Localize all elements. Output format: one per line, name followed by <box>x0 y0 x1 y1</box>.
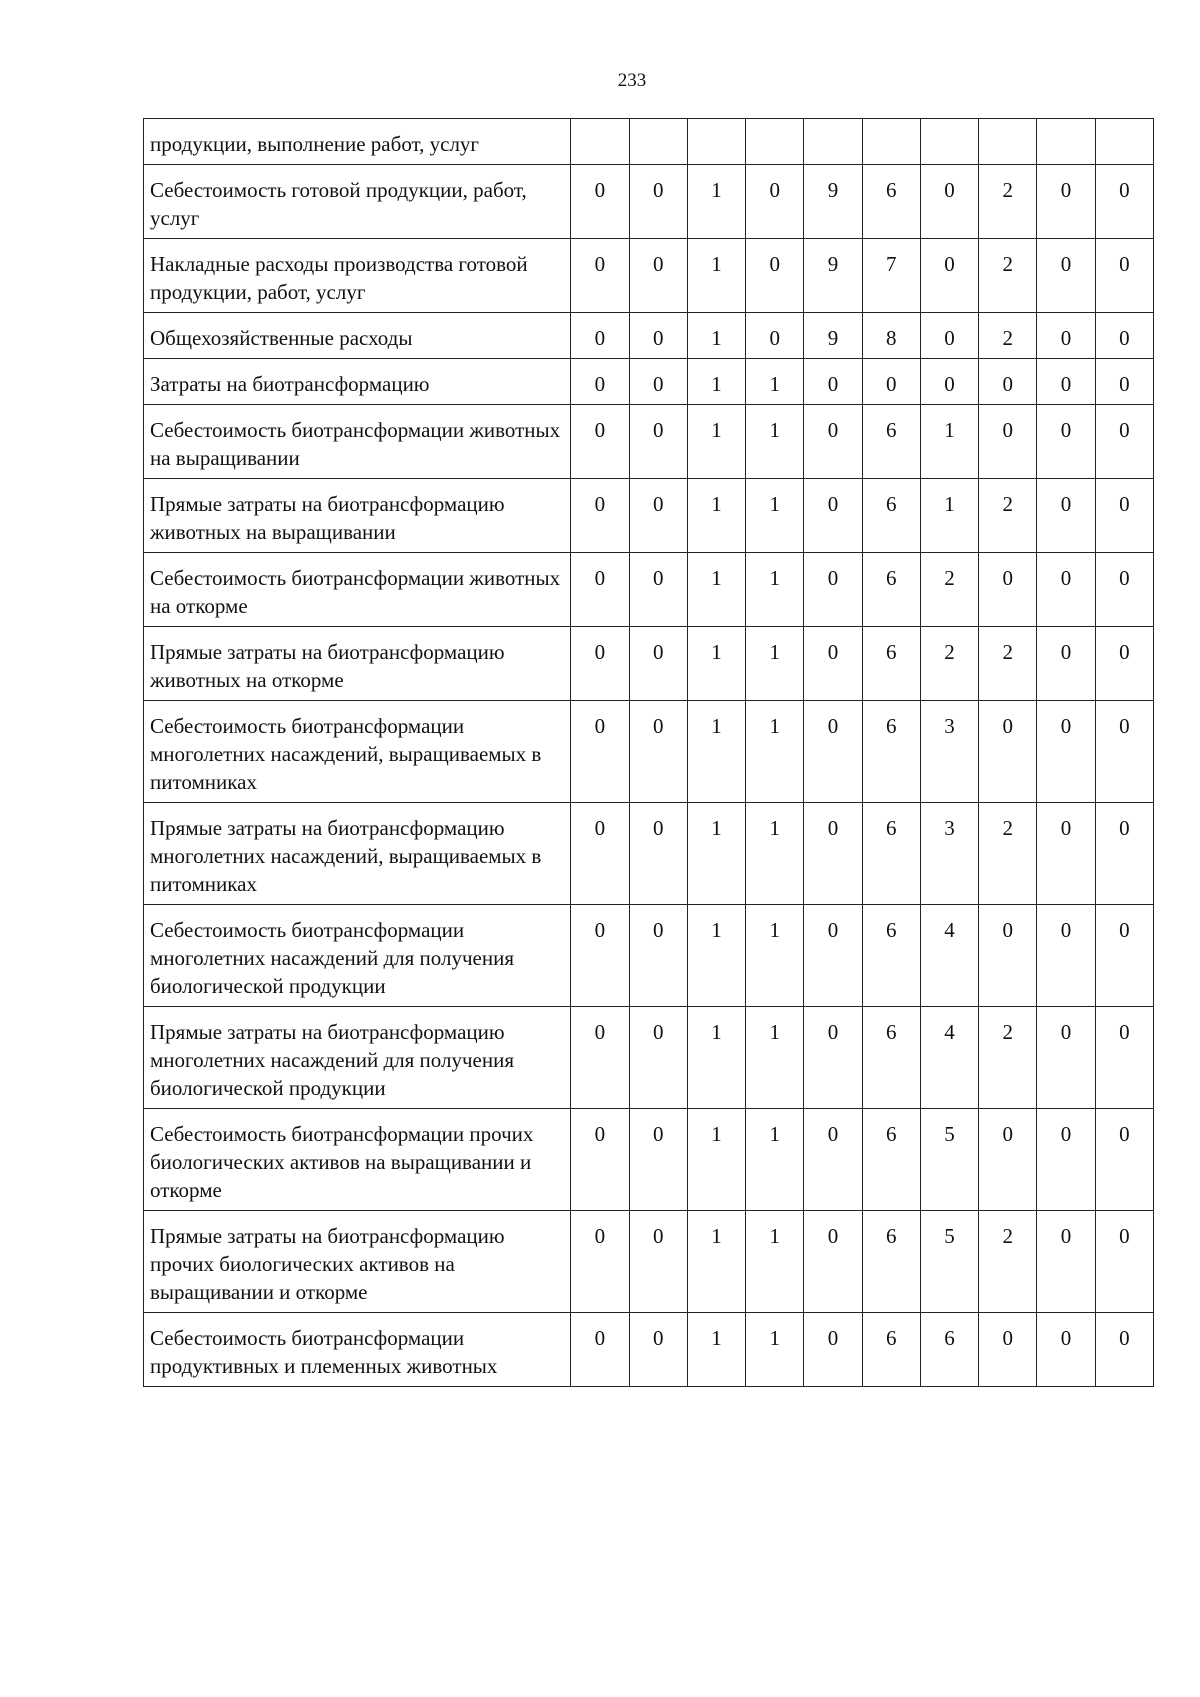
code-digit-cell: 9 <box>804 165 862 239</box>
code-digit-cell <box>571 119 629 165</box>
code-digit-cell: 0 <box>571 359 629 405</box>
code-digit-cell: 6 <box>862 1007 920 1109</box>
code-digit-cell <box>979 119 1037 165</box>
code-digit-cell: 0 <box>979 905 1037 1007</box>
code-digit-cell: 0 <box>1095 905 1153 1007</box>
code-digit-cell: 2 <box>920 627 978 701</box>
table-row <box>144 1007 1154 1109</box>
code-digit-cell <box>687 119 745 165</box>
code-digit-cell: 0 <box>571 405 629 479</box>
code-digit-cell: 0 <box>1095 803 1153 905</box>
code-digit-cell: 0 <box>979 1109 1037 1211</box>
code-digit-cell: 1 <box>746 359 804 405</box>
code-digit-cell: 1 <box>687 1007 745 1109</box>
code-digit-cell: 0 <box>920 239 978 313</box>
code-digit-cell: 6 <box>862 1109 920 1211</box>
code-digit-cell: 0 <box>920 165 978 239</box>
row-label: Прямые затраты на биотрансформацию животных на выращивании <box>144 479 571 553</box>
code-digit-cell: 0 <box>629 165 687 239</box>
code-digit-cell: 1 <box>687 553 745 627</box>
row-label: Затраты на биотрансформацию <box>144 359 571 405</box>
row-label: Себестоимость готовой продукции, работ, услуг <box>144 165 571 239</box>
code-digit-cell: 0 <box>629 405 687 479</box>
code-digit-cell <box>804 119 862 165</box>
code-digit-cell: 6 <box>862 701 920 803</box>
code-digit-cell: 1 <box>687 165 745 239</box>
code-digit-cell: 1 <box>746 905 804 1007</box>
code-digit-cell: 3 <box>920 701 978 803</box>
code-digit-cell: 0 <box>1037 239 1095 313</box>
code-digit-cell: 2 <box>979 239 1037 313</box>
code-digit-cell: 0 <box>1037 479 1095 553</box>
code-digit-cell: 0 <box>629 1109 687 1211</box>
code-digit-cell: 8 <box>862 313 920 359</box>
code-digit-cell: 1 <box>687 313 745 359</box>
code-digit-cell: 6 <box>920 1313 978 1387</box>
code-digit-cell: 0 <box>1095 165 1153 239</box>
code-digit-cell: 0 <box>804 479 862 553</box>
table-row <box>144 905 1154 1007</box>
table-row <box>144 119 1154 165</box>
code-digit-cell: 6 <box>862 803 920 905</box>
row-label: Себестоимость биотрансформации многолетних насаждений для получения биологической продукции <box>144 905 571 1007</box>
code-digit-cell: 0 <box>1037 405 1095 479</box>
code-digit-cell: 0 <box>1037 627 1095 701</box>
account-code-table <box>143 118 1154 1387</box>
code-digit-cell: 1 <box>687 1109 745 1211</box>
table-row <box>144 553 1154 627</box>
code-digit-cell: 0 <box>629 479 687 553</box>
table-row <box>144 313 1154 359</box>
code-digit-cell: 1 <box>920 479 978 553</box>
code-digit-cell: 6 <box>862 1211 920 1313</box>
code-digit-cell: 0 <box>804 1109 862 1211</box>
code-digit-cell: 7 <box>862 239 920 313</box>
row-label: Общехозяйственные расходы <box>144 313 571 359</box>
code-digit-cell: 1 <box>746 405 804 479</box>
code-digit-cell: 0 <box>1037 165 1095 239</box>
code-digit-cell <box>920 119 978 165</box>
table-row <box>144 1109 1154 1211</box>
code-digit-cell: 0 <box>1095 1007 1153 1109</box>
code-digit-cell: 0 <box>571 165 629 239</box>
code-digit-cell: 0 <box>862 359 920 405</box>
code-digit-cell: 2 <box>920 553 978 627</box>
code-digit-cell: 0 <box>979 405 1037 479</box>
code-digit-cell: 0 <box>1095 313 1153 359</box>
code-digit-cell: 1 <box>687 479 745 553</box>
code-digit-cell: 1 <box>746 1313 804 1387</box>
code-digit-cell: 0 <box>629 1211 687 1313</box>
code-digit-cell: 0 <box>629 239 687 313</box>
code-digit-cell: 0 <box>1037 701 1095 803</box>
code-digit-cell: 0 <box>1037 313 1095 359</box>
code-digit-cell: 0 <box>804 905 862 1007</box>
code-digit-cell: 0 <box>804 627 862 701</box>
code-digit-cell: 0 <box>1037 1109 1095 1211</box>
code-digit-cell: 0 <box>1037 1313 1095 1387</box>
code-digit-cell <box>862 119 920 165</box>
code-digit-cell: 0 <box>629 905 687 1007</box>
code-digit-cell: 3 <box>920 803 978 905</box>
code-digit-cell: 5 <box>920 1109 978 1211</box>
code-digit-cell: 0 <box>804 1007 862 1109</box>
code-digit-cell: 9 <box>804 313 862 359</box>
code-digit-cell: 1 <box>746 1211 804 1313</box>
code-digit-cell: 1 <box>746 803 804 905</box>
code-digit-cell: 0 <box>1095 1109 1153 1211</box>
code-digit-cell: 1 <box>687 627 745 701</box>
row-label: Прямые затраты на биотрансформацию многолетних насаждений для получения биологической продукции <box>144 1007 571 1109</box>
code-digit-cell: 0 <box>571 803 629 905</box>
code-digit-cell: 6 <box>862 905 920 1007</box>
code-digit-cell: 0 <box>629 359 687 405</box>
row-label: Прямые затраты на биотрансформацию прочих биологических активов на выращивании и откорме <box>144 1211 571 1313</box>
code-digit-cell <box>1037 119 1095 165</box>
code-digit-cell: 1 <box>687 803 745 905</box>
table-row <box>144 479 1154 553</box>
code-digit-cell: 2 <box>979 627 1037 701</box>
code-digit-cell: 0 <box>804 701 862 803</box>
row-label: Прямые затраты на биотрансформацию животных на откорме <box>144 627 571 701</box>
code-digit-cell: 2 <box>979 1211 1037 1313</box>
code-digit-cell: 6 <box>862 165 920 239</box>
row-label: Себестоимость биотрансформации прочих биологических активов на выращивании и откорме <box>144 1109 571 1211</box>
code-digit-cell: 2 <box>979 479 1037 553</box>
code-digit-cell: 6 <box>862 627 920 701</box>
code-digit-cell: 5 <box>920 1211 978 1313</box>
table-row <box>144 359 1154 405</box>
code-digit-cell: 0 <box>804 803 862 905</box>
code-digit-cell: 0 <box>804 553 862 627</box>
code-digit-cell: 0 <box>804 1313 862 1387</box>
code-digit-cell: 0 <box>1095 1313 1153 1387</box>
code-digit-cell: 1 <box>687 359 745 405</box>
table-row <box>144 1211 1154 1313</box>
code-digit-cell: 0 <box>1095 627 1153 701</box>
table-row <box>144 165 1154 239</box>
code-digit-cell: 1 <box>746 553 804 627</box>
code-digit-cell: 0 <box>1095 1211 1153 1313</box>
code-digit-cell: 0 <box>979 359 1037 405</box>
code-digit-cell: 4 <box>920 905 978 1007</box>
table-row <box>144 1313 1154 1387</box>
code-digit-cell: 1 <box>746 1007 804 1109</box>
table-row <box>144 405 1154 479</box>
code-digit-cell: 0 <box>571 239 629 313</box>
table-body <box>144 119 1154 1387</box>
code-digit-cell: 0 <box>804 359 862 405</box>
code-digit-cell: 1 <box>746 1109 804 1211</box>
code-digit-cell: 0 <box>746 165 804 239</box>
code-digit-cell: 0 <box>746 239 804 313</box>
code-digit-cell: 0 <box>746 313 804 359</box>
code-digit-cell: 0 <box>920 313 978 359</box>
code-digit-cell: 0 <box>571 1007 629 1109</box>
code-digit-cell: 0 <box>571 1109 629 1211</box>
code-digit-cell <box>629 119 687 165</box>
code-digit-cell: 6 <box>862 405 920 479</box>
code-digit-cell: 1 <box>687 905 745 1007</box>
code-digit-cell: 0 <box>629 803 687 905</box>
code-digit-cell: 6 <box>862 1313 920 1387</box>
table-row <box>144 701 1154 803</box>
code-digit-cell: 0 <box>979 553 1037 627</box>
code-digit-cell: 6 <box>862 479 920 553</box>
code-digit-cell: 0 <box>979 701 1037 803</box>
page-number: 233 <box>617 70 647 91</box>
code-digit-cell: 1 <box>920 405 978 479</box>
table-row <box>144 239 1154 313</box>
table-row <box>144 803 1154 905</box>
code-digit-cell: 1 <box>746 627 804 701</box>
code-digit-cell <box>1095 119 1153 165</box>
code-digit-cell: 1 <box>746 701 804 803</box>
row-label: Себестоимость биотрансформации животных на выращивании <box>144 405 571 479</box>
code-digit-cell: 0 <box>571 313 629 359</box>
code-digit-cell: 0 <box>571 479 629 553</box>
code-digit-cell: 0 <box>629 553 687 627</box>
code-digit-cell: 0 <box>629 627 687 701</box>
code-digit-cell: 0 <box>1037 1211 1095 1313</box>
code-digit-cell: 0 <box>571 701 629 803</box>
code-digit-cell: 0 <box>1037 803 1095 905</box>
code-digit-cell: 0 <box>571 553 629 627</box>
code-digit-cell: 0 <box>1095 359 1153 405</box>
code-digit-cell: 0 <box>571 905 629 1007</box>
code-digit-cell: 0 <box>629 1007 687 1109</box>
code-digit-cell: 0 <box>804 405 862 479</box>
code-digit-cell: 0 <box>629 1313 687 1387</box>
code-digit-cell: 0 <box>1037 359 1095 405</box>
code-digit-cell: 1 <box>687 701 745 803</box>
code-digit-cell: 0 <box>629 701 687 803</box>
code-digit-cell: 0 <box>920 359 978 405</box>
code-digit-cell: 0 <box>629 313 687 359</box>
code-digit-cell: 0 <box>979 1313 1037 1387</box>
code-digit-cell: 2 <box>979 313 1037 359</box>
code-digit-cell: 0 <box>1095 239 1153 313</box>
code-digit-cell: 0 <box>1095 701 1153 803</box>
code-digit-cell: 0 <box>571 1211 629 1313</box>
code-digit-cell: 0 <box>1095 479 1153 553</box>
row-label: продукции, выполнение работ, услуг <box>144 119 571 165</box>
table-row <box>144 627 1154 701</box>
row-label: Себестоимость биотрансформации продуктивных и племенных животных <box>144 1313 571 1387</box>
code-digit-cell: 1 <box>687 1211 745 1313</box>
code-digit-cell: 9 <box>804 239 862 313</box>
code-digit-cell: 0 <box>1037 905 1095 1007</box>
row-label: Себестоимость биотрансформации животных на откорме <box>144 553 571 627</box>
code-digit-cell: 2 <box>979 165 1037 239</box>
code-digit-cell: 1 <box>687 239 745 313</box>
code-digit-cell: 0 <box>1037 553 1095 627</box>
code-digit-cell: 0 <box>804 1211 862 1313</box>
row-label: Себестоимость биотрансформации многолетних насаждений, выращиваемых в питомниках <box>144 701 571 803</box>
code-digit-cell: 2 <box>979 803 1037 905</box>
code-digit-cell: 1 <box>687 1313 745 1387</box>
code-digit-cell: 1 <box>746 479 804 553</box>
code-digit-cell: 6 <box>862 553 920 627</box>
code-digit-cell: 4 <box>920 1007 978 1109</box>
code-digit-cell: 0 <box>1095 553 1153 627</box>
code-digit-cell: 0 <box>1037 1007 1095 1109</box>
code-digit-cell: 2 <box>979 1007 1037 1109</box>
row-label: Прямые затраты на биотрансформацию многолетних насаждений, выращиваемых в питомниках <box>144 803 571 905</box>
code-digit-cell <box>746 119 804 165</box>
code-digit-cell: 0 <box>571 1313 629 1387</box>
code-digit-cell: 0 <box>571 627 629 701</box>
code-digit-cell: 0 <box>1095 405 1153 479</box>
row-label: Накладные расходы производства готовой продукции, работ, услуг <box>144 239 571 313</box>
code-digit-cell: 1 <box>687 405 745 479</box>
